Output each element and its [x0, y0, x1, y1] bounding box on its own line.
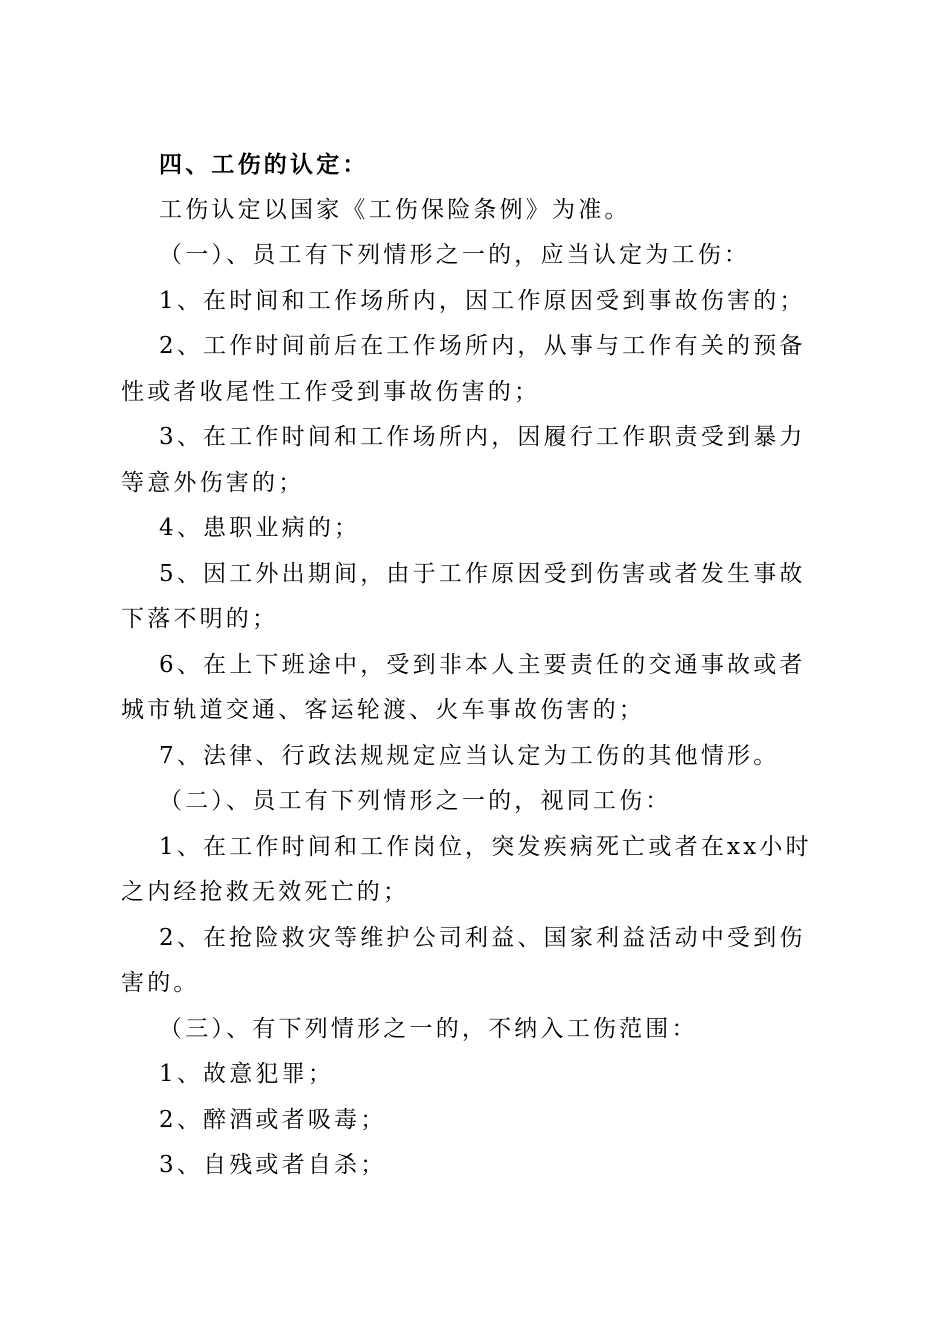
section3-title: （三）、有下列情形之一的，不纳入工伤范围： [159, 1015, 698, 1042]
list-item: 1、在工作时间和工作岗位，突发疾病死亡或者在xx小时之内经抢救无效死亡的； [121, 833, 812, 905]
list-item: 5、因工外出期间，由于工作原因受到伤害或者发生事故下落不明的； [121, 560, 806, 632]
list-item: 4、患职业病的； [159, 515, 361, 541]
list-item: 7、法律、行政法规规定应当认定为工伤的其他情形。 [159, 742, 780, 769]
list-item: 1、在时间和工作场所内，因工作原因受到事故伤害的； [159, 287, 806, 314]
list-item: 3、自残或者自杀； [159, 1152, 387, 1178]
list-item: 2、在抢险救灾等维护公司利益、国家利益活动中受到伤害的。 [121, 924, 806, 996]
intro-paragraph: 工伤认定以国家《工伤保险条例》为准。 [159, 196, 631, 223]
section-heading: 四、工伤的认定： [159, 151, 369, 178]
section2-title: （二）、员工有下列情形之一的，视同工伤： [159, 788, 672, 814]
list-item: 1、故意犯罪； [159, 1061, 335, 1087]
list-item: 2、醉酒或者吸毒； [159, 1106, 387, 1133]
list-item: 3、在工作时间和工作场所内，因履行工作职责受到暴力等意外伤害的； [121, 424, 806, 496]
list-item: 6、在上下班途中，受到非本人主要责任的交通事故或者城市轨道交通、客运轮渡、火车事故伤害的； [121, 651, 806, 723]
list-item: 2、工作时间前后在工作场所内，从事与工作有关的预备性或者收尾性工作受到事故伤害的； [121, 333, 806, 405]
document-body [121, 142, 827, 1189]
section1-title: （一）、员工有下列情形之一的，应当认定为工伤： [159, 242, 751, 268]
